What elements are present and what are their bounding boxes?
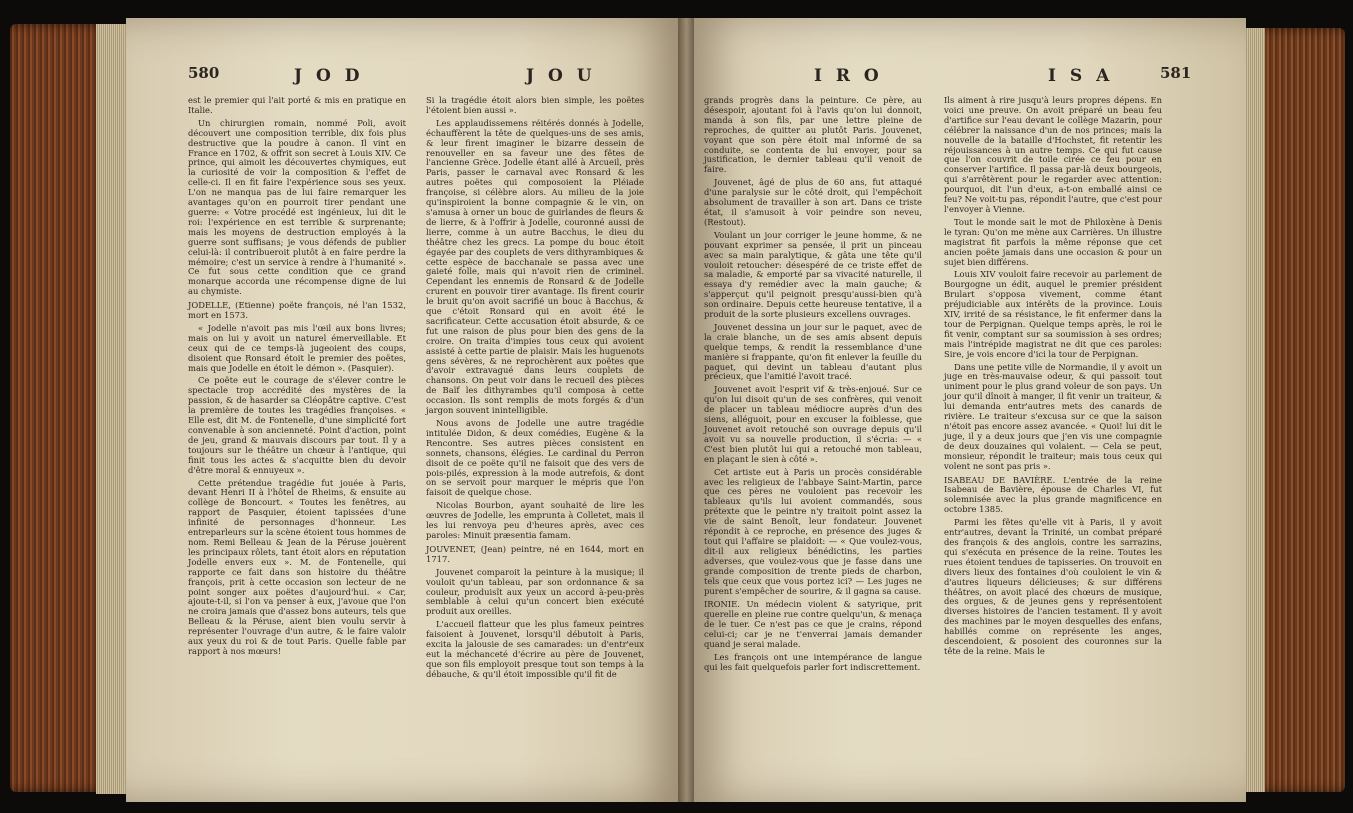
paragraph: Les françois ont une intempérance de langue qui les fait quelquefois parler fort indiscrettement. [704, 651, 922, 672]
paragraph: grands progrès dans la peinture. Ce père, au désespoir, ajoutant foi à l'avis qu'on lui donnoit, manda à son fils, par une lettre pleine de reproches, de quitter au plutôt Paris. Jouvenet, voyant que son père étoit mal informé de sa conduite, se contenta de lui envoyer, pour sa justification, le dernier tableau qu'il venoit de faire. [704, 95, 922, 175]
paragraph: Jouvenet dessina un jour sur le paquet, avec de la craie blanche, un de ses amis absent depuis quelque temps, & rendit la ressemblance d'une manière si frappante, qu'on fit enlever la feuille du paquet, qui devint un tableau d'autant plus précieux, que l'amitié l'avoit tracé. [704, 321, 922, 382]
text-column-1 [704, 96, 922, 676]
book-gutter [678, 18, 694, 802]
paragraph: L'accueil flatteur que les plus fameux peintres faisoient à Jouvenet, lorsqu'il débutoit à Paris, excita la jalousie de ses camarades: un d'entr'eux eut la méchanceté d'écrire au père de Jouvenet, que son fils employoit presque tout son temps à la débauche, & qu'il étoit impossible qu'il fit de [426, 619, 644, 679]
open-book [10, 14, 1345, 804]
paragraph: « Jodelle n'avoit pas mis l'œil aux bons livres; mais on lui y avoit un naturel émerveillable. Et ceux qui de ce temps-là jugeoient des coups, disoient que Ronsard étoit le premier des poëtes, mais que Jodelle en étoit le démon ». (Pasquier). [188, 322, 406, 373]
right-page [686, 18, 1246, 802]
page-number: 580 [188, 64, 220, 82]
paragraph: Voulant un jour corriger le jeune homme, & ne pouvant exprimer sa pensée, il prit un pinceau avec sa main paralytique, & gâta une tête qu'il vouloit retoucher: désespéré de ce triste effet de sa maladie, & emporté par sa vivacité naturelle, il essaya d'y remédier avec la main gauche; & s'apperçut qu'il peignoit presqu'aussi-bien qu'à son ordinaire. Depuis cette heureuse tentative, il a produit de la sorte plusieurs excellens ouvrages. [704, 229, 922, 320]
paragraph: Un chirurgien romain, nommé Poli, avoit découvert une composition terrible, dix fois plus destructive que la poudre à canon. Il vint en France en 1702, & offrit son secret à Louis XIV. Ce prince, qui aimoit les découvertes chymiques, eut la curiosité de voir la composition & l'effet de celle-ci. Il en fit faire l'expérience sous ses yeux. L'on ne manqua pas de lui faire remarquer les avantages qu'on en pourroit tirer pendant une guerre: « Votre procédé est ingénieux, lui dit le roi: l'expérience en est terrible & surprenante; mais les moyens de destruction employés à la guerre sont suffisans; je vous défends de publier celui-là: il contribueroit plutôt à en faire perdre la mémoire; c'est un service à rendre à l'humanité ». Ce fut sous cette condition que ce grand monarque accorda une récompense digne de lui au chymiste. [188, 117, 406, 297]
paragraph: Parmi les fêtes qu'elle vit à Paris, il y avoit entr'autres, devant la Trinité, un combat préparé des françois & des anglois, contre les sarrazins, qui s'exécuta en présence de la reine. Toutes les rues étoient tendues de tapisseries. On trouvoit en divers lieux des fontaines d'où couloient le vin & d'autres liqueurs délicieuses; & sur différens théâtres, on avoit placé des chœurs de musique, des orgues, & de jeunes gens y représentoient diverses histoires de l'ancien testament. Il y avoit des machines par le moyen desquelles des enfans, habillés comme on représente les anges, descendoient, & posoient des couronnes sur la tête de la reine. Mais le [944, 517, 1162, 656]
paragraph: Les applaudissemens réitérés donnés à Jodelle, échauffèrent la tête de quelques-uns de ses amis, & leur firent imaginer le bizarre dessein de renouveller en sa faveur une des fêtes de l'ancienne Grèce. Jodelle étant allé à Arcueil, près Paris, passer le carnaval avec Ronsard & les autres poëtes qui composoient la Pléiade françoise, si célèbre alors. Au milieu de la joie qu'inspiroient la bonne compagnie & le vin, on s'amusa à orner un bouc de guirlandes de fleurs & de lierre, & à l'offrir à Jodelle, couronné aussi de lierre, comme à un autre Bacchus, le dieu du théâtre chez les grecs. La pompe du bouc étoit égayée par des couplets de vers dithyrambiques & cette espèce de bacchanale se passa avec une gaieté folle, mais qui n'avoit rien de criminel. Cependant les ennemis de Ronsard & de Jodelle crurent en pouvoir tirer avantage. Ils firent courir le bruit qu'on avoit sacrifié un bouc à Bacchus, & que c'étoit Ronsard qui en avoit été le sacrificateur. Cette accusation étoit absurde, & ce fut une raison de plus pour bien des gens de la croire. On traita d'impies tous ceux qui avoient assisté à cette partie de plaisir. Mais les huguenots gens sévères, & ne reprochèrent aux poëtes que d'avoir extravagué dans leurs couplets de chansons. On peut voir dans le recueil des pièces de Baïf les dithyrambes qu'il composa à cette occasion. Ils sont remplis de mots forgés & d'un jargon souvent inintelligible. [426, 117, 644, 416]
paragraph: Dans une petite ville de Normandie, il y avoit un juge en très-mauvaise odeur, & qui passoit tout uniment pour le plus grand voleur de son pays. Un jour qu'il dînoit à manger, il fit venir un traiteur, & lui demanda entr'autres mets des canards de rivière. Le traiteur s'excusa sur ce que la saison n'étoit pas encore assez avancée. « Quoi! lui dit le juge, il y a deux jours que j'en vis une compagnie de deux douzaines qui volaient. — Cela se peut, monsieur, répondit le traiteur; mais tous ceux qui volent ne sont pas pris ». [944, 361, 1162, 471]
running-head-right: J O U [526, 66, 596, 86]
paragraph: Tout le monde sait le mot de Philoxène à Denis le tyran: Qu'on me mène aux Carrières. Un illustre magistrat fit parfois la même réponse que cet ancien poëte jamais dans une occasion & pour un sujet bien différens. [944, 216, 1162, 267]
paragraph: Nicolas Bourbon, ayant souhaité de lire les œuvres de Jodelle, les emprunta à Colletet, mais il les lui renvoya peu d'heures après, avec ces paroles: Minuit præsentia famam. [426, 500, 644, 540]
page-number: 581 [1160, 64, 1192, 82]
paragraph: Jouvenet, âgé de plus de 60 ans, fut attaqué d'une paralysie sur le côté droit, qui l'empêchoit absolument de travailler à son art. Dans ce triste état, il s'amusoit à voir peindre son neveu, (Restout). [704, 177, 922, 227]
text-column-1 [188, 96, 406, 660]
paragraph: Nous avons de Jodelle une autre tragédie intitulée Didon, & deux comédies, Eugène & la Rencontre. Ses autres pièces consistent en sonnets, chansons, élégies. Le cardinal du Perron disoit de ce poëte qu'il ne faisoit que des vers de pois-pilés, expression à la mode autrefois, & dont on se servoit pour marquer le mépris que l'on faisoit de quelque chose. [426, 418, 644, 498]
entry-heading: IRONIE. Un médecin violent & satyrique, prit querelle en pleine rue contre quelqu'un, & menaça de le tuer. Ce n'est pas ce que je crains, répond celui-ci; car je ne t'enverrai jamais demander quand je serai malade. [704, 599, 922, 650]
paragraph: est le premier qui l'ait porté & mis en pratique en Italie. [188, 95, 406, 115]
paragraph: Cet artiste eut à Paris un procès considérable avec les religieux de l'abbaye Saint-Martin, parce que ces pères ne vouloient pas recevoir les tableaux qu'ils lui avoient commandés, sous prétexte que le peintre n'y traitoit point assez la vie de saint Benoît, leur fondateur. Jouvenet répondit à ce reproche, en présence des juges & tout qui l'affaire se plaidoit: — « Que voulez-vous, dit-il aux religieux bénédictins, les parties adverses, que voulez-vous que je fasse dans une grande composition de trente pieds de charbon, tels que ceux que vous portez ici? — Les juges ne purent s'empêcher de sourire, & il gagna sa cause. [704, 466, 922, 596]
left-page [126, 18, 686, 802]
paragraph: Si la tragédie étoit alors bien simple, les poëtes l'étoient bien aussi ». [426, 95, 644, 115]
running-head-left: J O D [294, 66, 364, 86]
text-column-2 [426, 96, 644, 683]
paragraph: Jouvenet comparoit la peinture à la musique; il vouloit qu'un tableau, par son ordonnance & sa couleur, produisît aux yeux un accord à-peu-près semblable à celui qu'un concert bien exécuté produit aux oreilles. [426, 566, 644, 617]
paragraph: Ce poëte eut le courage de s'élever contre le spectacle trop accrédité des mystères de la passion, & de hasarder sa Cléopâtre captive. C'est la première de toutes les tragédies françoises. « Elle est, dit M. de Fontenelle, d'une simplicité fort convenable à son ancienneté. Point d'action, point de jeu, grand & mauvais discours par tout. Il y a toujours sur le théâtre un chœur à l'antique, qui finit tous les actes & s'acquitte bien du devoir d'être moral & ennuyeux ». [188, 375, 406, 475]
paragraph: Ils aiment à rire jusqu'à leurs propres dépens. En voici une preuve. On avoit préparé un beau feu d'artifice sur l'eau devant le collège Mazarin, pour célébrer la naissance d'un de nos princes; mais la nouvelle de la bataille d'Hochstet, fit retentir les réjouissances à un autre temps. Ce qui fut cause que l'on couvrit de toile cirée ce feu pour en conserver l'artifice. Il passa par-là deux bourgeois, qui s'arrêtèrent pour le regarder avec attention: pourquoi, dit l'un d'eux, a-t-on emballé ainsi ce feu? Ne voit-tu pas, répondit l'autre, que c'est pour l'envoyer à Vienne. [944, 95, 1162, 214]
running-head-right: I S A [1048, 66, 1114, 86]
entry-heading: ISABEAU DE BAVIÈRE. L'entrée de la reine Isabeau de Bavière, épouse de Charles VI, fut solemnisée avec la plus grande magnificence en octobre 1385. [944, 474, 1162, 515]
text-column-2 [944, 96, 1162, 660]
running-head-left: I R O [814, 66, 883, 86]
paragraph: Louis XIV vouloit faire recevoir au parlement de Bourgogne un édit, auquel le premier président Brulart s'opposa vivement, comme étant préjudiciable aux intérêts de la province. Louis XIV, irrité de sa résistance, le fit enfermer dans la tour de Perpignan. Quelque temps après, le roi le fit venir, comptant sur sa soumission à ses ordres; mais l'intrépide magistrat ne dit que ces paroles: Sire, je vois encore d'ici la tour de Perpignan. [944, 269, 1162, 359]
entry-heading: JOUVENET, (Jean) peintre, né en 1644, mort en 1717. [426, 543, 644, 564]
paragraph: Cette prétendue tragédie fut jouée à Paris, devant Henri II à l'hôtel de Rheims, & ensuite au collège de Boncourt. « Toutes les fenêtres, au rapport de Pasquier, étoient tapissées d'une infinité de personnages d'honneur. Les entreparleurs sur la scène étoient tous hommes de nom. Remi Belleau & Jean de la Péruse jouèrent les principaux rôlets, tant étoit alors en réputation Jodelle envers eux ». M. de Fontenelle, qui rapporte ce fait dans son histoire du théâtre françois, prit à cette occasion son lecteur de ne point songer aux poëtes d'aujourd'hui. « Car, ajoute-t-il, si l'on va penser à eux, j'avoue que l'on ne croira jamais que d'assez bons auteurs, tels que Belleau & la Péruse, aient bien voulu servir à représenter l'ouvrage d'un autre, & le faire valoir aux yeux du roi & de tout Paris. Quelle fable par rapport à nos mœurs! [188, 477, 406, 656]
entry-heading: JODELLE, (Etienne) poëte françois, né l'an 1532, mort en 1573. [188, 300, 406, 321]
paragraph: Jouvenet avoit l'esprit vif & très-enjoué. Sur ce qu'on lui disoit qu'un de ses confrères, qui venoit de placer un tableau médiocre auprès d'un des siens, alléguoit, pour en excuser la foiblesse, que Jouvenet avoit retouché son ouvrage depuis qu'il avoit vu sa nouvelle production, il s'écria: — « C'est bien plutôt lui qui a retouché mon tableau, en plaçant le sien à côté ». [704, 384, 922, 464]
